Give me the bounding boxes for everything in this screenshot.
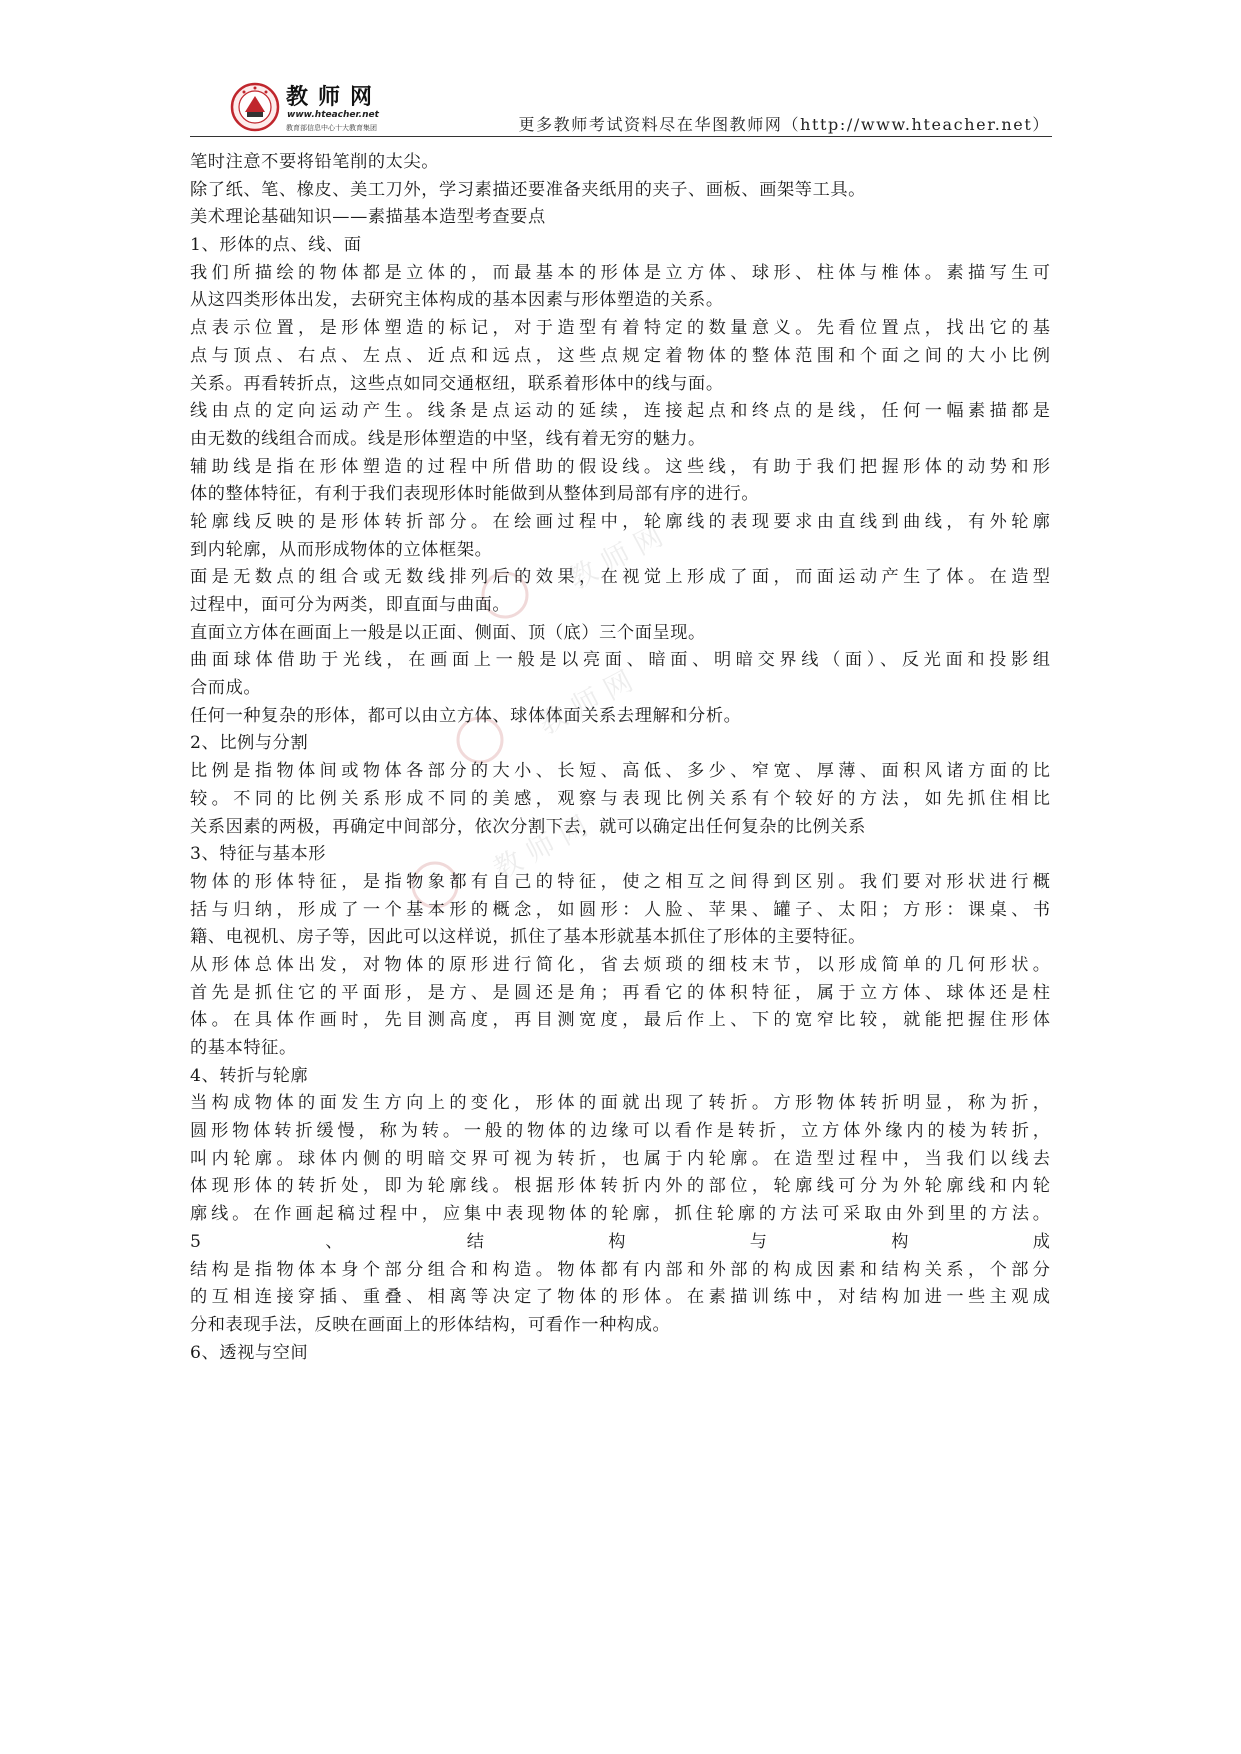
- text-line: 笔时注意不要将铅笔削的太尖。: [190, 152, 440, 172]
- text-line: 体现形体的转折处，即为轮廓线。根据形体转折内外的部位，轮廓线可分为外轮廓线和内轮: [190, 1176, 1050, 1197]
- text-line: 面是无数点的组合或无数线排列后的效果，在视觉上形成了面，而面运动产生了体。在造型: [190, 567, 1050, 588]
- text-line: 2、比例与分割: [190, 733, 309, 754]
- text-line: 关系因素的两极，再确定中间部分，依次分割下去，就可以确定出任何复杂的比例关系: [190, 816, 866, 837]
- text-line: 线由点的定向运动产生。线条是点运动的延续，连接起点和终点的是线，任何一幅素描都是: [190, 401, 1050, 422]
- text-line: 曲面球体借助于光线，在画面上一般是以亮面、暗面、明暗交界线（面）、反光面和投影组: [190, 650, 1050, 671]
- logo-badge-icon: [230, 82, 280, 132]
- text-line: 体。在具体作画时，先目测高度，再目测宽度，最后作上、下的宽窄比较，就能把握住形体: [190, 1010, 1050, 1031]
- text-line: 籍、电视机、房子等，因此可以这样说，抓住了基本形就基本抓住了形体的主要特征。: [190, 927, 866, 948]
- text-line: 辅助线是指在形体塑造的过程中所借助的假设线。这些线，有助于我们把握形体的动势和形: [190, 456, 1050, 477]
- site-logo: [230, 82, 430, 138]
- text-line: 过程中，面可分为两类，即直面与曲面。: [190, 595, 511, 615]
- text-line: 关系。再看转折点，这些点如同交通枢纽，联系着形体中的线与面。: [190, 373, 724, 394]
- header-divider: [190, 136, 1052, 137]
- text-line: 结构是指物体本身个部分组合和构造。物体都有内部和外部的构成因素和结构关系，个部分: [190, 1259, 1050, 1280]
- text-line: 我们所描绘的物体都是立体的，而最基本的形体是立方体、球形、柱体与椎体。素描写生可: [190, 262, 1050, 283]
- text-line: 廓线。在作画起稿过程中，应集中表现物体的轮廓，抓住轮廓的方法可采取由外到里的方法。: [190, 1204, 1050, 1225]
- text-line: 6、透视与空间: [190, 1342, 309, 1363]
- text-line: 的基本特征。: [190, 1038, 297, 1058]
- text-line: 到内轮廓，从而形成物体的立体框架。: [190, 539, 493, 560]
- text-line: 物体的形体特征，是指物象都有自己的特征，使之相互之间得到区别。我们要对形状进行概: [190, 871, 1050, 892]
- watermark-text-3: 教 师 网: [487, 809, 594, 887]
- text-line: 任何一种复杂的形体，都可以由立方体、球体体面关系去理解和分析。: [190, 705, 742, 726]
- text-line: 直面立方体在画面上一般是以正面、侧面、顶（底）三个面呈现。: [190, 622, 706, 643]
- text-line: 分和表现手法，反映在画面上的形体结构，可看作一种构成。: [190, 1314, 671, 1335]
- text-line: 1、形体的点、线、面: [190, 235, 362, 256]
- text-line: 体的整体特征，有利于我们表现形体时能做到从整体到局部有序的进行。: [190, 484, 760, 505]
- text-line: 从形体总体出发，对物体的原形进行简化，省去烦琐的细枝末节，以形成简单的几何形状。: [190, 954, 1050, 975]
- text-line: 点表示位置，是形体塑造的标记，对于造型有着特定的数量意义。先看位置点，找出它的基: [190, 318, 1050, 339]
- text-line: 叫内轮廓。球体内侧的明暗交界可视为转折，也属于内轮廓。在造型过程中，当我们以线去: [190, 1148, 1050, 1169]
- watermark-text-2: 教 师 网: [532, 664, 639, 742]
- watermark-text-1: 教 师 网: [562, 519, 669, 597]
- text-line: 从这四类形体出发，去研究主体构成的基本因素与形体塑造的关系。: [190, 290, 724, 311]
- page-header: [190, 78, 1052, 140]
- text-line: 3、特征与基本形: [190, 844, 327, 865]
- text-line: 括与归纳，形成了一个基本形的概念，如圆形：人脸、苹果、罐子、太阳；方形：课桌、书: [190, 899, 1050, 920]
- logo-org: 教育部信息中心十大教育集团: [286, 124, 377, 132]
- header-tagline: 更多教师考试资料尽在华图教师网（http://www.hteacher.net）: [518, 115, 1050, 134]
- text-line: 美术理论基础知识——素描基本造型考查要点: [190, 207, 546, 228]
- text-line: 由无数的线组合而成。线是形体塑造的中坚，线有着无穷的魅力。: [190, 428, 706, 449]
- text-line: 4、转折与轮廓: [190, 1065, 309, 1086]
- text-line: 首先是抓住它的平面形，是方、是圆还是角；再看它的体积特征，属于立方体、球体还是柱: [190, 982, 1050, 1003]
- logo-title: 教师网: [286, 85, 383, 110]
- text-line: 5、结构与构成: [190, 1231, 1050, 1252]
- text-line: 较。不同的比例关系形成不同的美感，观察与表现比例关系有个较好的方法，如先抓住相比: [190, 788, 1050, 809]
- logo-url: www.hteacher.net: [287, 110, 379, 120]
- text-line: 的互相连接穿插、重叠、相离等决定了物体的形体。在素描训练中，对结构加进一些主观成: [190, 1287, 1050, 1308]
- text-line: 点与顶点、右点、左点、近点和远点，这些点规定着物体的整体范围和个面之间的大小比例: [190, 345, 1050, 366]
- text-line: 除了纸、笔、橡皮、美工刀外，学习素描还要准备夹纸用的夹子、画板、画架等工具。: [190, 179, 866, 200]
- text-line: 比例是指物体间或物体各部分的大小、长短、高低、多少、窄宽、厚薄、面积风诸方面的比: [190, 761, 1050, 782]
- text-line: 当构成物体的面发生方向上的变化，形体的面就出现了转折。方形物体转折明显，称为折，: [190, 1093, 1050, 1114]
- document-body: [190, 149, 1050, 1367]
- text-line: 合而成。: [190, 678, 262, 699]
- text-line: 圆形物体转折缓慢，称为转。一般的物体的边缘可以看作是转折，立方体外缘内的棱为转折，: [190, 1121, 1050, 1142]
- text-line: 轮廓线反映的是形体转折部分。在绘画过程中，轮廓线的表现要求由直线到曲线，有外轮廓: [190, 511, 1050, 532]
